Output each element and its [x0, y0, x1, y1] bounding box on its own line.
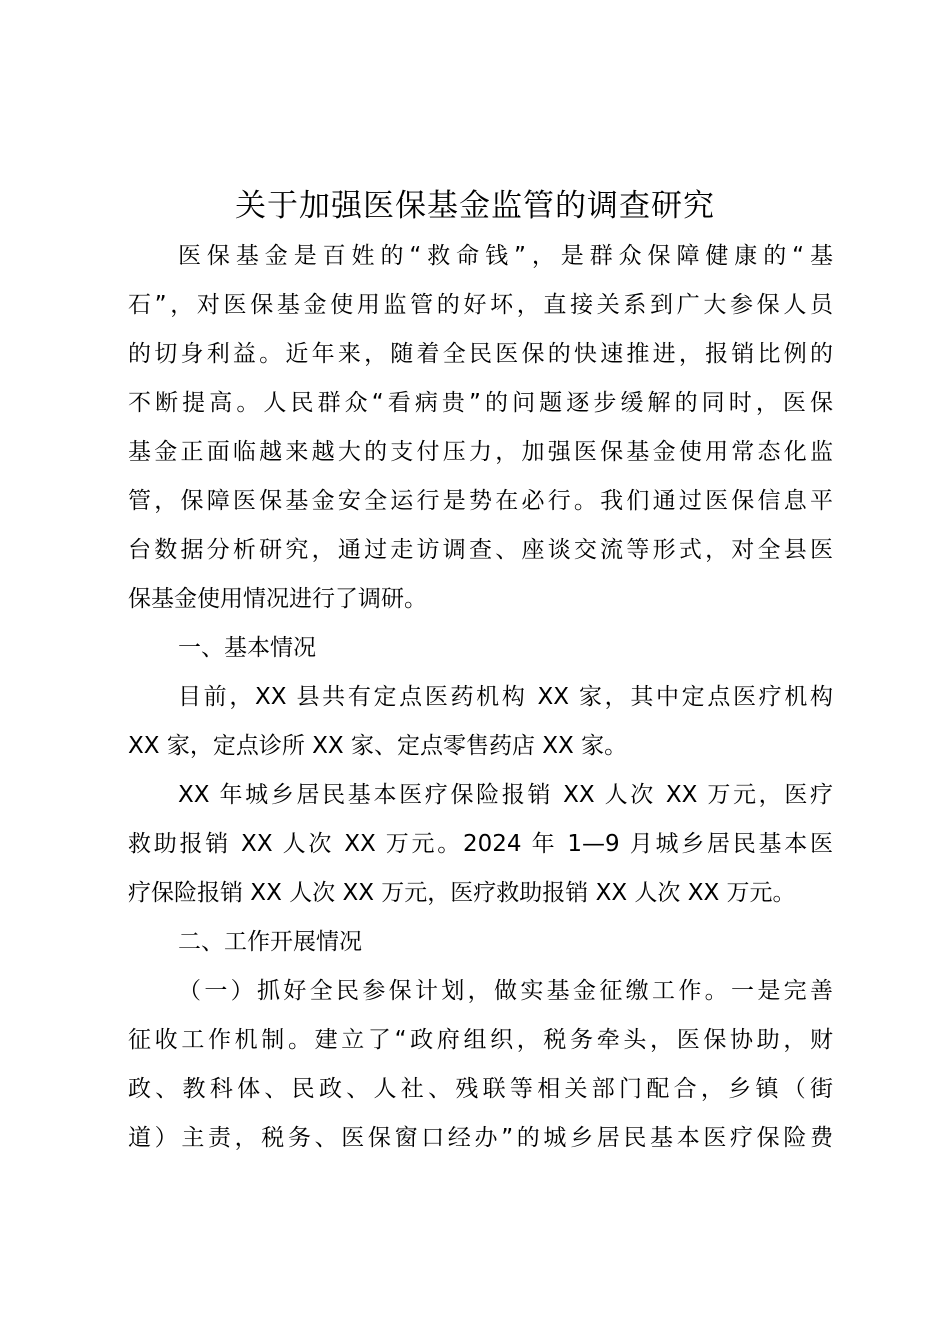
section-heading-work: 二、工作开展情况 — [178, 929, 362, 955]
text-line: 基金正面临越来越大的支付压力，加强医保基金使用常态化监 — [128, 439, 833, 465]
paragraph-enrollment — [128, 967, 833, 1163]
paragraph-intro — [128, 232, 833, 624]
text-line: 道）主责，税务、医保窗口经办”的城乡居民基本医疗保险费 — [128, 1125, 833, 1151]
text-line: 政、教科体、民政、人社、残联等相关部门配合，乡镇（街 — [128, 1076, 833, 1102]
text-line: 征收工作机制。建立了“政府组织，税务牵头，医保协助，财 — [128, 1027, 833, 1053]
text-line: XX 家，定点诊所 XX 家、定点零售药店 XX 家。 — [128, 733, 628, 759]
text-line: 疗保险报销 XX 人次 XX 万元，医疗救助报销 XX 人次 XX 万元。 — [128, 880, 796, 906]
text-line: 医保基金是百姓的“救命钱”，是群众保障健康的“基 — [178, 243, 833, 269]
text-line: 不断提高。人民群众“看病贵”的问题逐步缓解的同时，医保 — [128, 390, 833, 416]
document-body — [128, 232, 833, 1163]
paragraph-institutions — [128, 673, 833, 771]
paragraph-reimbursement — [128, 771, 833, 918]
text-line: 管，保障医保基金安全运行是势在必行。我们通过医保信息平 — [128, 488, 833, 514]
section-heading-basic: 一、基本情况 — [178, 635, 316, 661]
text-line: 目前，XX 县共有定点医药机构 XX 家，其中定点医疗机构 — [178, 684, 833, 710]
document-title: 关于加强医保基金监管的调查研究 — [235, 188, 715, 224]
text-line: 石”，对医保基金使用监管的好坏，直接关系到广大参保人员 — [128, 292, 833, 318]
text-line: 的切身利益。近年来，随着全民医保的快速推进，报销比例的 — [128, 341, 833, 367]
text-line: 保基金使用情况进行了调研。 — [128, 586, 427, 612]
text-line: （一）抓好全民参保计划，做实基金征缴工作。一是完善 — [178, 978, 833, 1004]
text-line: XX 年城乡居民基本医疗保险报销 XX 人次 XX 万元，医疗 — [178, 782, 833, 808]
text-line: 台数据分析研究，通过走访调查、座谈交流等形式，对全县医 — [128, 537, 833, 563]
text-line: 救助报销 XX 人次 XX 万元。2024 年 1—9 月城乡居民基本医 — [128, 831, 833, 857]
